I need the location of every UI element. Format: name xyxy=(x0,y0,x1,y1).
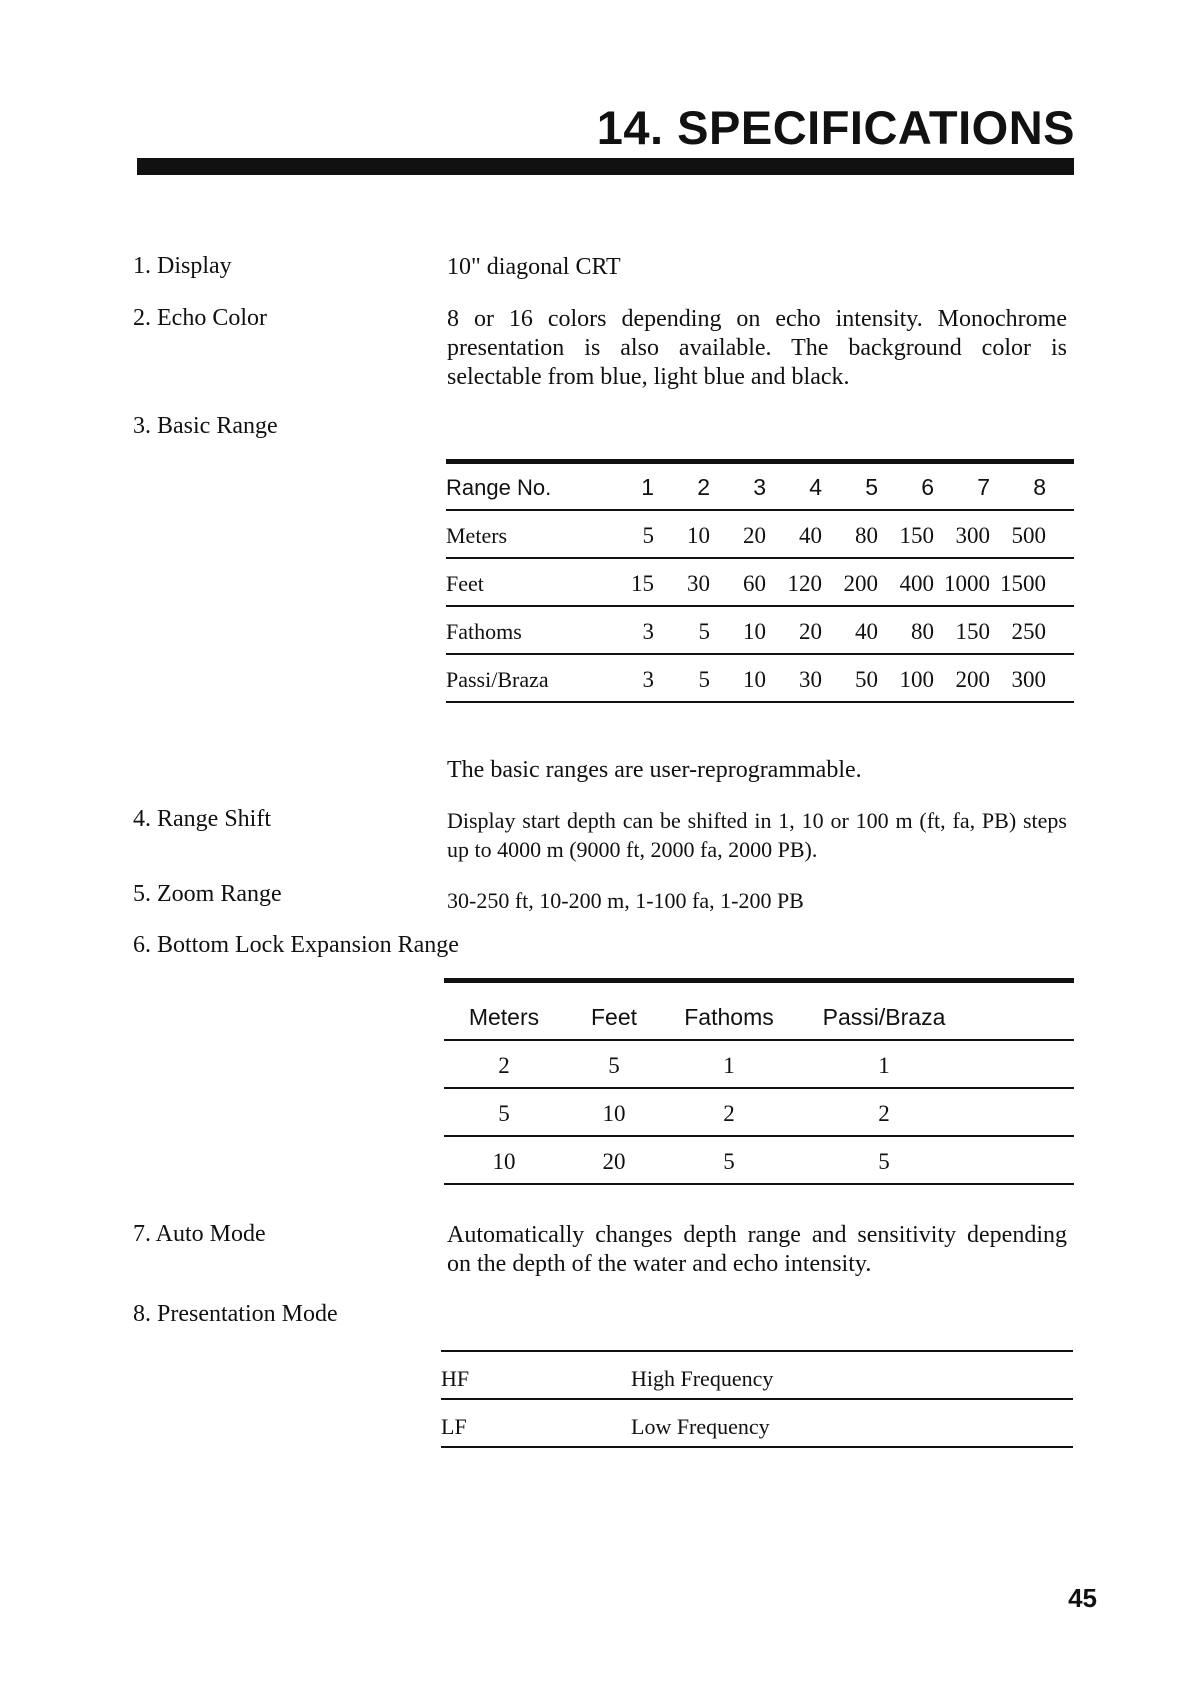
table-header-cell: 8 xyxy=(1033,473,1046,500)
table-cell: 30 xyxy=(799,666,822,692)
table-row-head: Fathoms xyxy=(446,618,522,644)
table-header-row xyxy=(446,462,1074,510)
table-header-cell: Passi/Braza xyxy=(822,1004,946,1030)
table-header-cell: Range No. xyxy=(446,474,552,500)
table-row xyxy=(446,654,1074,702)
spec-label-range-shift: 4. Range Shift xyxy=(133,806,271,832)
spec-value-range-shift: Display start depth can be shifted in 1, 10 or 100 m (ft, fa, PB) steps up to 4000 m (9000 ft, 2000 fa, 2000 PB). xyxy=(447,808,1067,862)
spec-label-bottom-lock-expansion-range: 6. Bottom Lock Expansion Range xyxy=(133,932,459,958)
table-cell: 1500 xyxy=(1000,570,1046,596)
table-cell: 80 xyxy=(911,618,934,644)
table-cell: 20 xyxy=(602,1149,626,1174)
table-cell: 10 xyxy=(743,618,766,644)
table-cell: 1 xyxy=(723,1053,735,1078)
table-row xyxy=(441,1399,1073,1447)
table-cell: 50 xyxy=(855,666,878,692)
expansion-range-table xyxy=(444,978,1074,1185)
table-pad-cell xyxy=(974,981,1074,1041)
table-cell: 40 xyxy=(799,522,822,548)
spec-label-auto-mode: 7. Auto Mode xyxy=(133,1221,266,1247)
table-cell: 80 xyxy=(855,522,878,548)
spec-label-basic-range: 3. Basic Range xyxy=(133,413,278,439)
table-cell: 200 xyxy=(955,666,990,692)
table-header-row xyxy=(444,981,1074,1041)
table-cell: 300 xyxy=(1011,666,1046,692)
table-cell: 10 xyxy=(492,1149,516,1174)
table-cell: 1000 xyxy=(944,570,990,596)
table-cell: 40 xyxy=(855,618,878,644)
spec-label-presentation-mode: 8. Presentation Mode xyxy=(133,1301,338,1327)
table-row xyxy=(446,558,1074,606)
table-row-head: Passi/Braza xyxy=(446,666,549,692)
table-header-cell: Meters xyxy=(468,1004,540,1030)
table-cell: 10 xyxy=(602,1101,626,1126)
table-cell: 100 xyxy=(899,666,934,692)
table-header-cell: 2 xyxy=(697,473,710,500)
table-row xyxy=(441,1351,1073,1399)
table-header-cell: 7 xyxy=(977,473,990,500)
table-cell: 30 xyxy=(687,570,710,596)
spec-value-display: 10" diagonal CRT xyxy=(447,254,621,280)
table-cell: 5 xyxy=(642,522,654,548)
table-cell: 10 xyxy=(687,522,710,548)
table-header-cell: 4 xyxy=(809,473,822,500)
table-cell: 250 xyxy=(1011,618,1046,644)
page-title: 14. SPECIFICATIONS xyxy=(596,101,1075,154)
table-row xyxy=(444,1040,1074,1088)
table-pad-cell xyxy=(1046,654,1074,702)
table-row xyxy=(444,1088,1074,1136)
table-cell: 5 xyxy=(698,666,710,692)
table-pad-cell xyxy=(1046,606,1074,654)
table-cell: 10 xyxy=(743,666,766,692)
table-cell: 120 xyxy=(787,570,822,596)
spec-label-zoom-range: 5. Zoom Range xyxy=(133,881,282,907)
spec-value-echo-color: 8 or 16 colors depending on echo intensity. Monochrome presentation is also available. The background color is selectable from blue, light blue and black. xyxy=(447,306,1067,390)
table-cell-code: LF xyxy=(441,1414,467,1439)
page-number: 45 xyxy=(1068,1583,1097,1613)
table-header-cell: 5 xyxy=(865,473,878,500)
table-header-cell: 1 xyxy=(641,473,654,500)
table-pad-cell xyxy=(974,1088,1074,1136)
table-row xyxy=(444,1136,1074,1184)
spec-label-echo-color: 2. Echo Color xyxy=(133,305,267,331)
table-header-cell: Fathoms xyxy=(684,1004,774,1030)
table-cell: 5 xyxy=(878,1149,890,1174)
range-note: The basic ranges are user-reprogrammable. xyxy=(447,757,862,783)
table-cell: 150 xyxy=(955,618,990,644)
table-row xyxy=(446,510,1074,558)
table-pad-cell xyxy=(974,1040,1074,1088)
spec-label-display: 1. Display xyxy=(133,253,232,279)
table-cell: 1 xyxy=(878,1053,890,1078)
table-cell: 2 xyxy=(878,1101,890,1126)
table-header-cell: 3 xyxy=(753,473,766,500)
table-cell: 500 xyxy=(1011,522,1046,548)
spec-value-zoom-range: 30-250 ft, 10-200 m, 1-100 fa, 1-200 PB xyxy=(447,888,804,913)
table-pad-cell xyxy=(974,1136,1074,1184)
table-cell: 15 xyxy=(631,570,654,596)
table-cell: 3 xyxy=(642,666,654,692)
table-cell: 2 xyxy=(723,1101,735,1126)
table-cell-desc: High Frequency xyxy=(631,1366,774,1391)
table-cell-code: HF xyxy=(441,1366,470,1391)
table-pad-cell xyxy=(1046,462,1074,510)
table-cell: 60 xyxy=(743,570,766,596)
table-header-cell: Feet xyxy=(590,1004,638,1030)
table-row xyxy=(446,606,1074,654)
table-cell: 5 xyxy=(723,1149,735,1174)
table-cell: 150 xyxy=(899,522,934,548)
table-cell: 5 xyxy=(498,1101,510,1126)
table-cell: 3 xyxy=(642,618,654,644)
basic-range-table xyxy=(446,459,1074,703)
title-rule xyxy=(137,158,1074,175)
table-cell: 2 xyxy=(498,1053,510,1078)
table-cell: 20 xyxy=(799,618,822,644)
table-cell: 5 xyxy=(698,618,710,644)
presentation-mode-table xyxy=(441,1350,1073,1448)
table-cell: 300 xyxy=(955,522,990,548)
table-row-head: Meters xyxy=(446,522,508,548)
table-cell-desc: Low Frequency xyxy=(631,1414,770,1439)
table-cell: 400 xyxy=(899,570,934,596)
table-header-cell: 6 xyxy=(921,473,934,500)
table-pad-cell xyxy=(1046,558,1074,606)
spec-value-auto-mode: Automatically changes depth range and sensitivity depending on the depth of the water and echo intensity. xyxy=(447,1222,1067,1277)
table-cell: 200 xyxy=(843,570,878,596)
table-cell: 20 xyxy=(743,522,766,548)
table-cell: 5 xyxy=(608,1053,620,1078)
table-pad-cell xyxy=(1046,510,1074,558)
table-row-head: Feet xyxy=(446,570,484,596)
